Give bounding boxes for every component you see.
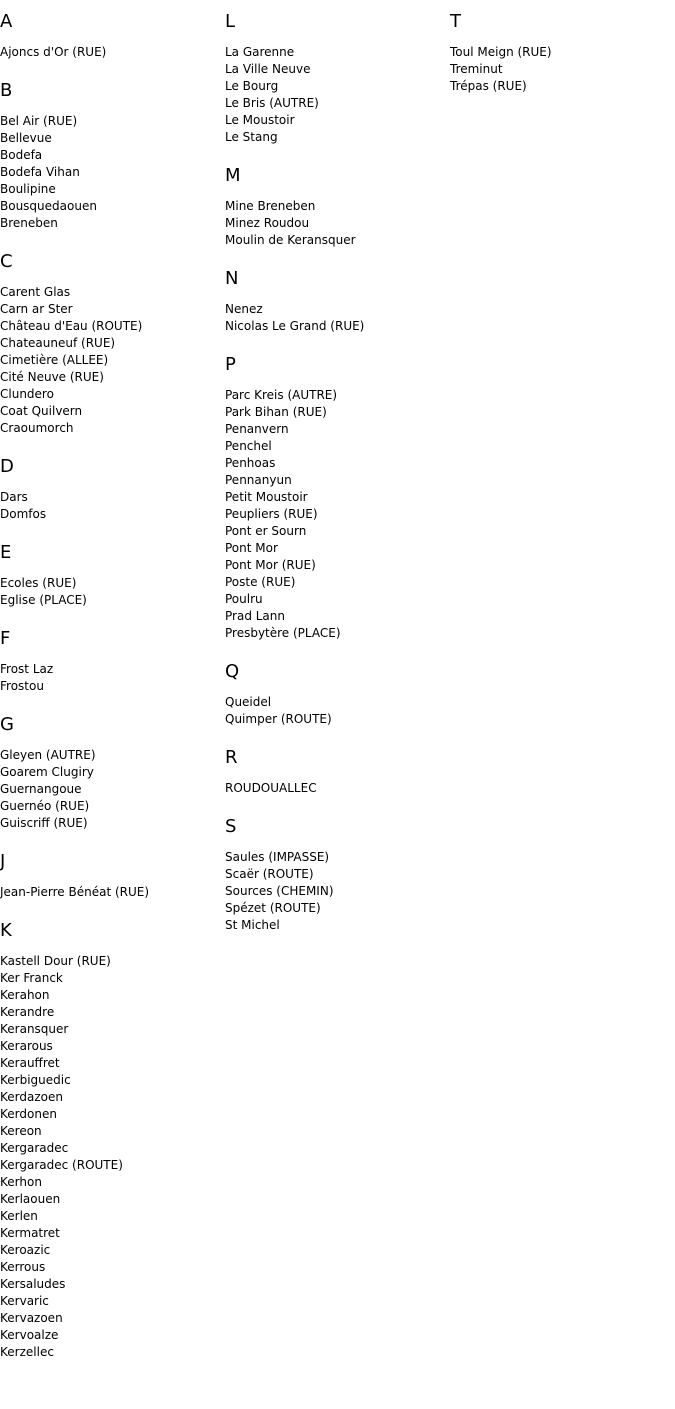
street-link[interactable]: Cimetière (ALLEE) (0, 353, 109, 367)
street-link[interactable]: Coat Quilvern (0, 404, 83, 418)
street-link[interactable]: Domfos (0, 507, 47, 521)
street-link[interactable]: Le Stang (225, 130, 278, 144)
letter-group (0, 79, 220, 232)
letter-heading: G (0, 714, 14, 735)
letter-group (0, 713, 220, 832)
street-list (0, 953, 220, 1361)
street-list (0, 44, 220, 61)
street-link[interactable]: Jean-Pierre Bénéat (RUE) (0, 885, 150, 899)
letter-heading: L (225, 11, 236, 32)
letter-group (225, 353, 445, 642)
street-link[interactable]: Kereon (0, 1124, 42, 1138)
street-link[interactable]: Kerlen (0, 1209, 38, 1223)
street-link[interactable]: Saules (IMPASSE) (225, 850, 330, 864)
street-link[interactable]: Pont er Sourn (225, 524, 307, 538)
street-link[interactable]: Kervazoen (0, 1311, 63, 1325)
index-column (450, 10, 670, 113)
street-list (225, 44, 445, 146)
letter-heading: K (0, 920, 12, 941)
street-link[interactable]: Poste (RUE) (225, 575, 296, 589)
street-link[interactable]: Kerarous (0, 1039, 53, 1053)
index-column (0, 10, 220, 1379)
street-link[interactable]: Kermatret (0, 1226, 60, 1240)
street-link[interactable]: Moulin de Keransquer (225, 233, 356, 247)
street-link[interactable]: Château d'Eau (ROUTE) (0, 319, 143, 333)
letter-heading: N (225, 268, 239, 289)
letter-group (225, 815, 445, 934)
letter-heading: T (450, 11, 461, 32)
letter-heading: E (0, 542, 12, 563)
letter-group (0, 455, 220, 523)
letter-heading: M (225, 165, 241, 186)
index-column (225, 10, 445, 952)
street-link[interactable]: Kerahon (0, 988, 50, 1002)
street-link[interactable]: Boulipine (0, 182, 56, 196)
street-link[interactable]: Scaër (ROUTE) (225, 867, 314, 881)
street-link[interactable]: Craoumorch (0, 421, 74, 435)
street-link[interactable]: St Michel (225, 918, 280, 932)
street-link[interactable]: Eglise (PLACE) (0, 593, 87, 607)
street-link[interactable]: Quimper (ROUTE) (225, 712, 332, 726)
street-link[interactable]: Parc Kreis (AUTRE) (225, 388, 338, 402)
street-link[interactable]: Frostou (0, 679, 44, 693)
street-link[interactable]: La Ville Neuve (225, 62, 311, 76)
letter-heading: R (225, 747, 238, 768)
street-link[interactable]: Queidel (225, 695, 272, 709)
street-link[interactable]: Goarem Clugiry (0, 765, 94, 779)
street-link[interactable]: Le Moustoir (225, 113, 295, 127)
letter-heading: S (225, 816, 237, 837)
street-link[interactable]: Spézet (ROUTE) (225, 901, 321, 915)
street-list (0, 747, 220, 832)
street-link[interactable]: Frost Laz (0, 662, 54, 676)
letter-group (225, 164, 445, 249)
street-link[interactable]: Ecoles (RUE) (0, 576, 77, 590)
street-list (0, 489, 220, 523)
street-link[interactable]: Breneben (0, 216, 58, 230)
street-link[interactable]: Kerrous (0, 1260, 46, 1274)
street-link[interactable]: Presbytère (PLACE) (225, 626, 341, 640)
street-link[interactable]: Chateauneuf (RUE) (0, 336, 116, 350)
street-link[interactable]: Nenez (225, 302, 263, 316)
street-link[interactable]: Kerdonen (0, 1107, 57, 1121)
street-link[interactable]: Keroazic (0, 1243, 51, 1257)
street-link[interactable]: Park Bihan (RUE) (225, 405, 327, 419)
street-link[interactable]: Le Bris (AUTRE) (225, 96, 319, 110)
street-link[interactable]: Poulru (225, 592, 263, 606)
street-link[interactable]: Bodefa Vihan (0, 165, 80, 179)
letter-heading: A (0, 11, 13, 32)
street-link[interactable]: Bel Air (RUE) (0, 114, 78, 128)
street-link[interactable]: Carent Glas (0, 285, 71, 299)
street-link[interactable]: Sources (CHEMIN) (225, 884, 334, 898)
street-link[interactable]: Kerdazoen (0, 1090, 63, 1104)
street-list (0, 575, 220, 609)
street-link[interactable]: Ajoncs d'Or (RUE) (0, 45, 107, 59)
letter-group (450, 10, 670, 95)
street-list (450, 44, 670, 95)
street-list (225, 780, 445, 797)
letter-group (225, 746, 445, 797)
street-link[interactable]: Penchel (225, 439, 272, 453)
street-link[interactable]: Le Bourg (225, 79, 279, 93)
street-link[interactable]: Dars (0, 490, 28, 504)
street-link[interactable]: La Garenne (225, 45, 295, 59)
street-link[interactable]: Gleyen (AUTRE) (0, 748, 96, 762)
street-list (0, 661, 220, 695)
letter-heading: F (0, 628, 11, 649)
street-link[interactable]: Kerandre (0, 1005, 55, 1019)
letter-group (0, 10, 220, 61)
letter-group (225, 10, 445, 146)
street-link[interactable]: Pennanyun (225, 473, 292, 487)
street-link[interactable]: Kervaric (0, 1294, 49, 1308)
street-list (0, 284, 220, 437)
letter-group (0, 250, 220, 437)
street-list (225, 849, 445, 934)
street-link[interactable]: Penhoas (225, 456, 276, 470)
letter-heading: P (225, 354, 236, 375)
street-link[interactable]: Trépas (RUE) (450, 79, 527, 93)
street-link[interactable]: Pont Mor (225, 541, 278, 555)
street-link[interactable]: Kerhon (0, 1175, 42, 1189)
letter-heading: B (0, 80, 13, 101)
letter-group (0, 919, 220, 1361)
letter-group (225, 267, 445, 335)
street-link[interactable]: Minez Roudou (225, 216, 310, 230)
street-list (225, 301, 445, 335)
street-link[interactable]: Kervoalze (0, 1328, 59, 1342)
letter-group (0, 850, 220, 901)
letter-heading: D (0, 456, 14, 477)
street-link[interactable]: Kergaradec (0, 1141, 69, 1155)
street-link[interactable]: Kerbiguedic (0, 1073, 71, 1087)
street-link[interactable]: Keransquer (0, 1022, 69, 1036)
letter-group (225, 660, 445, 728)
street-link[interactable]: Kerlaouen (0, 1192, 61, 1206)
street-link[interactable]: Kergaradec (ROUTE) (0, 1158, 123, 1172)
street-link[interactable]: Toul Meign (RUE) (450, 45, 552, 59)
letter-group (0, 627, 220, 695)
street-link[interactable]: Treminut (450, 62, 503, 76)
street-list (225, 694, 445, 728)
street-link[interactable]: Bodefa (0, 148, 43, 162)
letter-heading: C (0, 251, 13, 272)
street-link[interactable]: Bellevue (0, 131, 52, 145)
street-link[interactable]: Kerzellec (0, 1345, 54, 1359)
street-link[interactable]: Petit Moustoir (225, 490, 308, 504)
street-link[interactable]: Kerauffret (0, 1056, 60, 1070)
street-list (0, 884, 220, 901)
street-list (225, 198, 445, 249)
street-link[interactable]: Prad Lann (225, 609, 285, 623)
street-link[interactable]: Mine Breneben (225, 199, 316, 213)
street-link[interactable]: ROUDOUALLEC (225, 781, 317, 795)
letter-heading: Q (225, 661, 240, 682)
street-link[interactable]: Peupliers (RUE) (225, 507, 318, 521)
street-list (225, 387, 445, 642)
street-link[interactable]: Guernéo (RUE) (0, 799, 90, 813)
street-link[interactable]: Ker Franck (0, 971, 63, 985)
street-link[interactable]: Nicolas Le Grand (RUE) (225, 319, 365, 333)
letter-group (0, 541, 220, 609)
street-link[interactable]: Carn ar Ster (0, 302, 73, 316)
street-link[interactable]: Penanvern (225, 422, 289, 436)
street-link[interactable]: Kastell Dour (RUE) (0, 954, 111, 968)
letter-heading: J (0, 851, 6, 872)
street-link[interactable]: Clundero (0, 387, 54, 401)
street-list (0, 113, 220, 232)
street-link[interactable]: Bousquedaouen (0, 199, 97, 213)
street-link[interactable]: Guernangoue (0, 782, 82, 796)
street-link[interactable]: Kersaludes (0, 1277, 66, 1291)
street-link[interactable]: Pont Mor (RUE) (225, 558, 316, 572)
street-link[interactable]: Cité Neuve (RUE) (0, 370, 104, 384)
street-link[interactable]: Guiscriff (RUE) (0, 816, 88, 830)
